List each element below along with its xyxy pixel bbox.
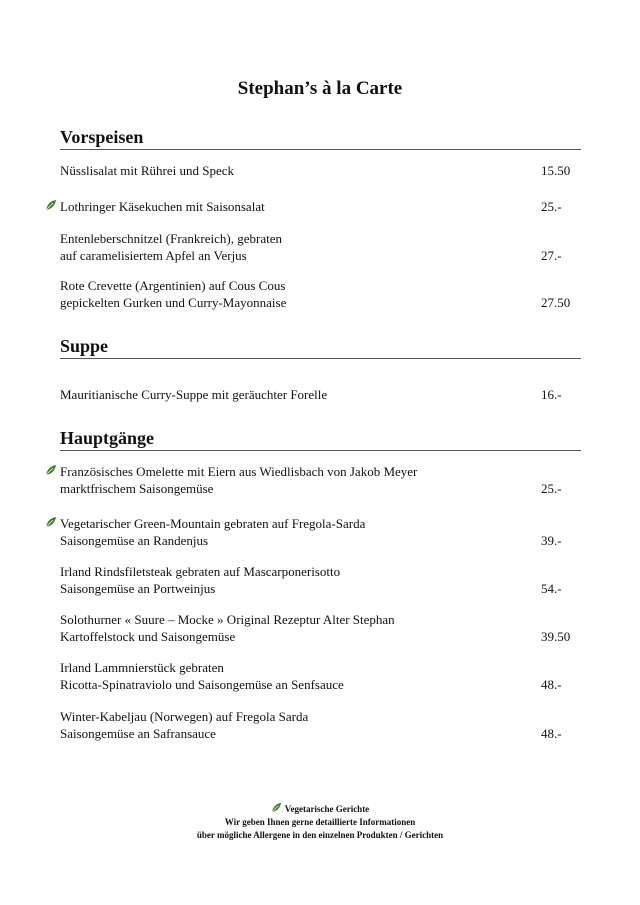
allergen-note-line1: Wir geben Ihnen gerne detaillierte Informationen [224,817,416,827]
section-hauptgaenge [60,428,581,451]
item-name: Mauritianische Curry-Suppe mit geräuchter Forelle [60,387,328,402]
allergen-note-line2: über mögliche Allergene in den einzelnen Produkten / Gerichten [196,830,444,840]
item-price: 48.- [541,677,562,692]
menu-item-suuremocke [60,611,581,645]
footer-legend [0,802,640,815]
menu-item-entenleber [60,230,581,264]
item-description: auf caramelisiertem Apfel an Verjus [60,248,247,263]
leaf-icon [45,464,57,476]
item-name: Winter-Kabeljau (Norwegen) auf Fregola Sarda [60,709,309,724]
menu-item-omelette [60,463,581,497]
section-vorspeisen [60,127,581,150]
section-suppe [60,336,581,359]
menu-item-currysuppe [60,386,581,403]
item-price: 25.- [541,481,562,496]
menu-item-lamm [60,659,581,693]
vegetarian-legend: Vegetarische Gerichte [284,804,370,814]
menu-item-crevette [60,277,581,311]
section-heading: Hauptgänge [60,428,155,448]
item-name: Irland Lammnierstück gebraten [60,660,224,675]
item-description: Saisongemüse an Safransauce [60,726,216,741]
menu-title: Stephan’s à la Carte [237,78,403,99]
menu-item-kabeljau [60,708,581,742]
item-name: Irland Rindsfiletsteak gebraten auf Mascarponerisotto [60,564,341,579]
item-name: Rote Crevette (Argentinien) auf Cous Cous [60,278,286,293]
item-name: Nüsslisalat mit Rührei und Speck [60,163,235,178]
item-name: Entenleberschnitzel (Frankreich), gebraten [60,231,282,246]
item-price: 27.- [541,248,562,263]
item-name: Französisches Omelette mit Eiern aus Wiedlisbach von Jakob Meyer [60,464,418,479]
menu-item-nusslisalat [60,162,581,179]
section-heading: Suppe [60,336,109,356]
leaf-icon [271,802,282,813]
item-description: marktfrischem Saisongemüse [60,481,214,496]
item-description: gepickelten Gurken und Curry-Mayonnaise [60,295,287,310]
item-price: 39.50 [541,629,571,644]
section-heading: Vorspeisen [60,127,144,147]
item-description: Saisongemüse an Randenjus [60,533,209,548]
menu-item-kaesekuchen [60,198,581,215]
item-price: 39.- [541,533,562,548]
item-price: 27.50 [541,295,571,310]
item-name: Vegetarischer Green-Mountain gebraten auf Fregola-Sarda [60,516,366,531]
item-description: Kartoffelstock und Saisongemüse [60,629,236,644]
item-description: Ricotta-Spinatraviolo und Saisongemüse an Senfsauce [60,677,344,692]
item-name: Lothringer Käsekuchen mit Saisonsalat [60,199,265,214]
item-price: 54.- [541,581,562,596]
leaf-icon [45,516,57,528]
menu-item-rindsfilet [60,563,581,597]
leaf-icon [45,199,57,211]
menu-item-greenmountain [60,515,581,549]
item-name: Solothurner « Suure – Mocke » Original Rezeptur Alter Stephan [60,612,395,627]
item-price: 48.- [541,726,562,741]
item-price: 15.50 [541,163,571,178]
item-description: Saisongemüse an Portweinjus [60,581,216,596]
item-price: 16.- [541,387,562,402]
item-price: 25.- [541,199,562,214]
